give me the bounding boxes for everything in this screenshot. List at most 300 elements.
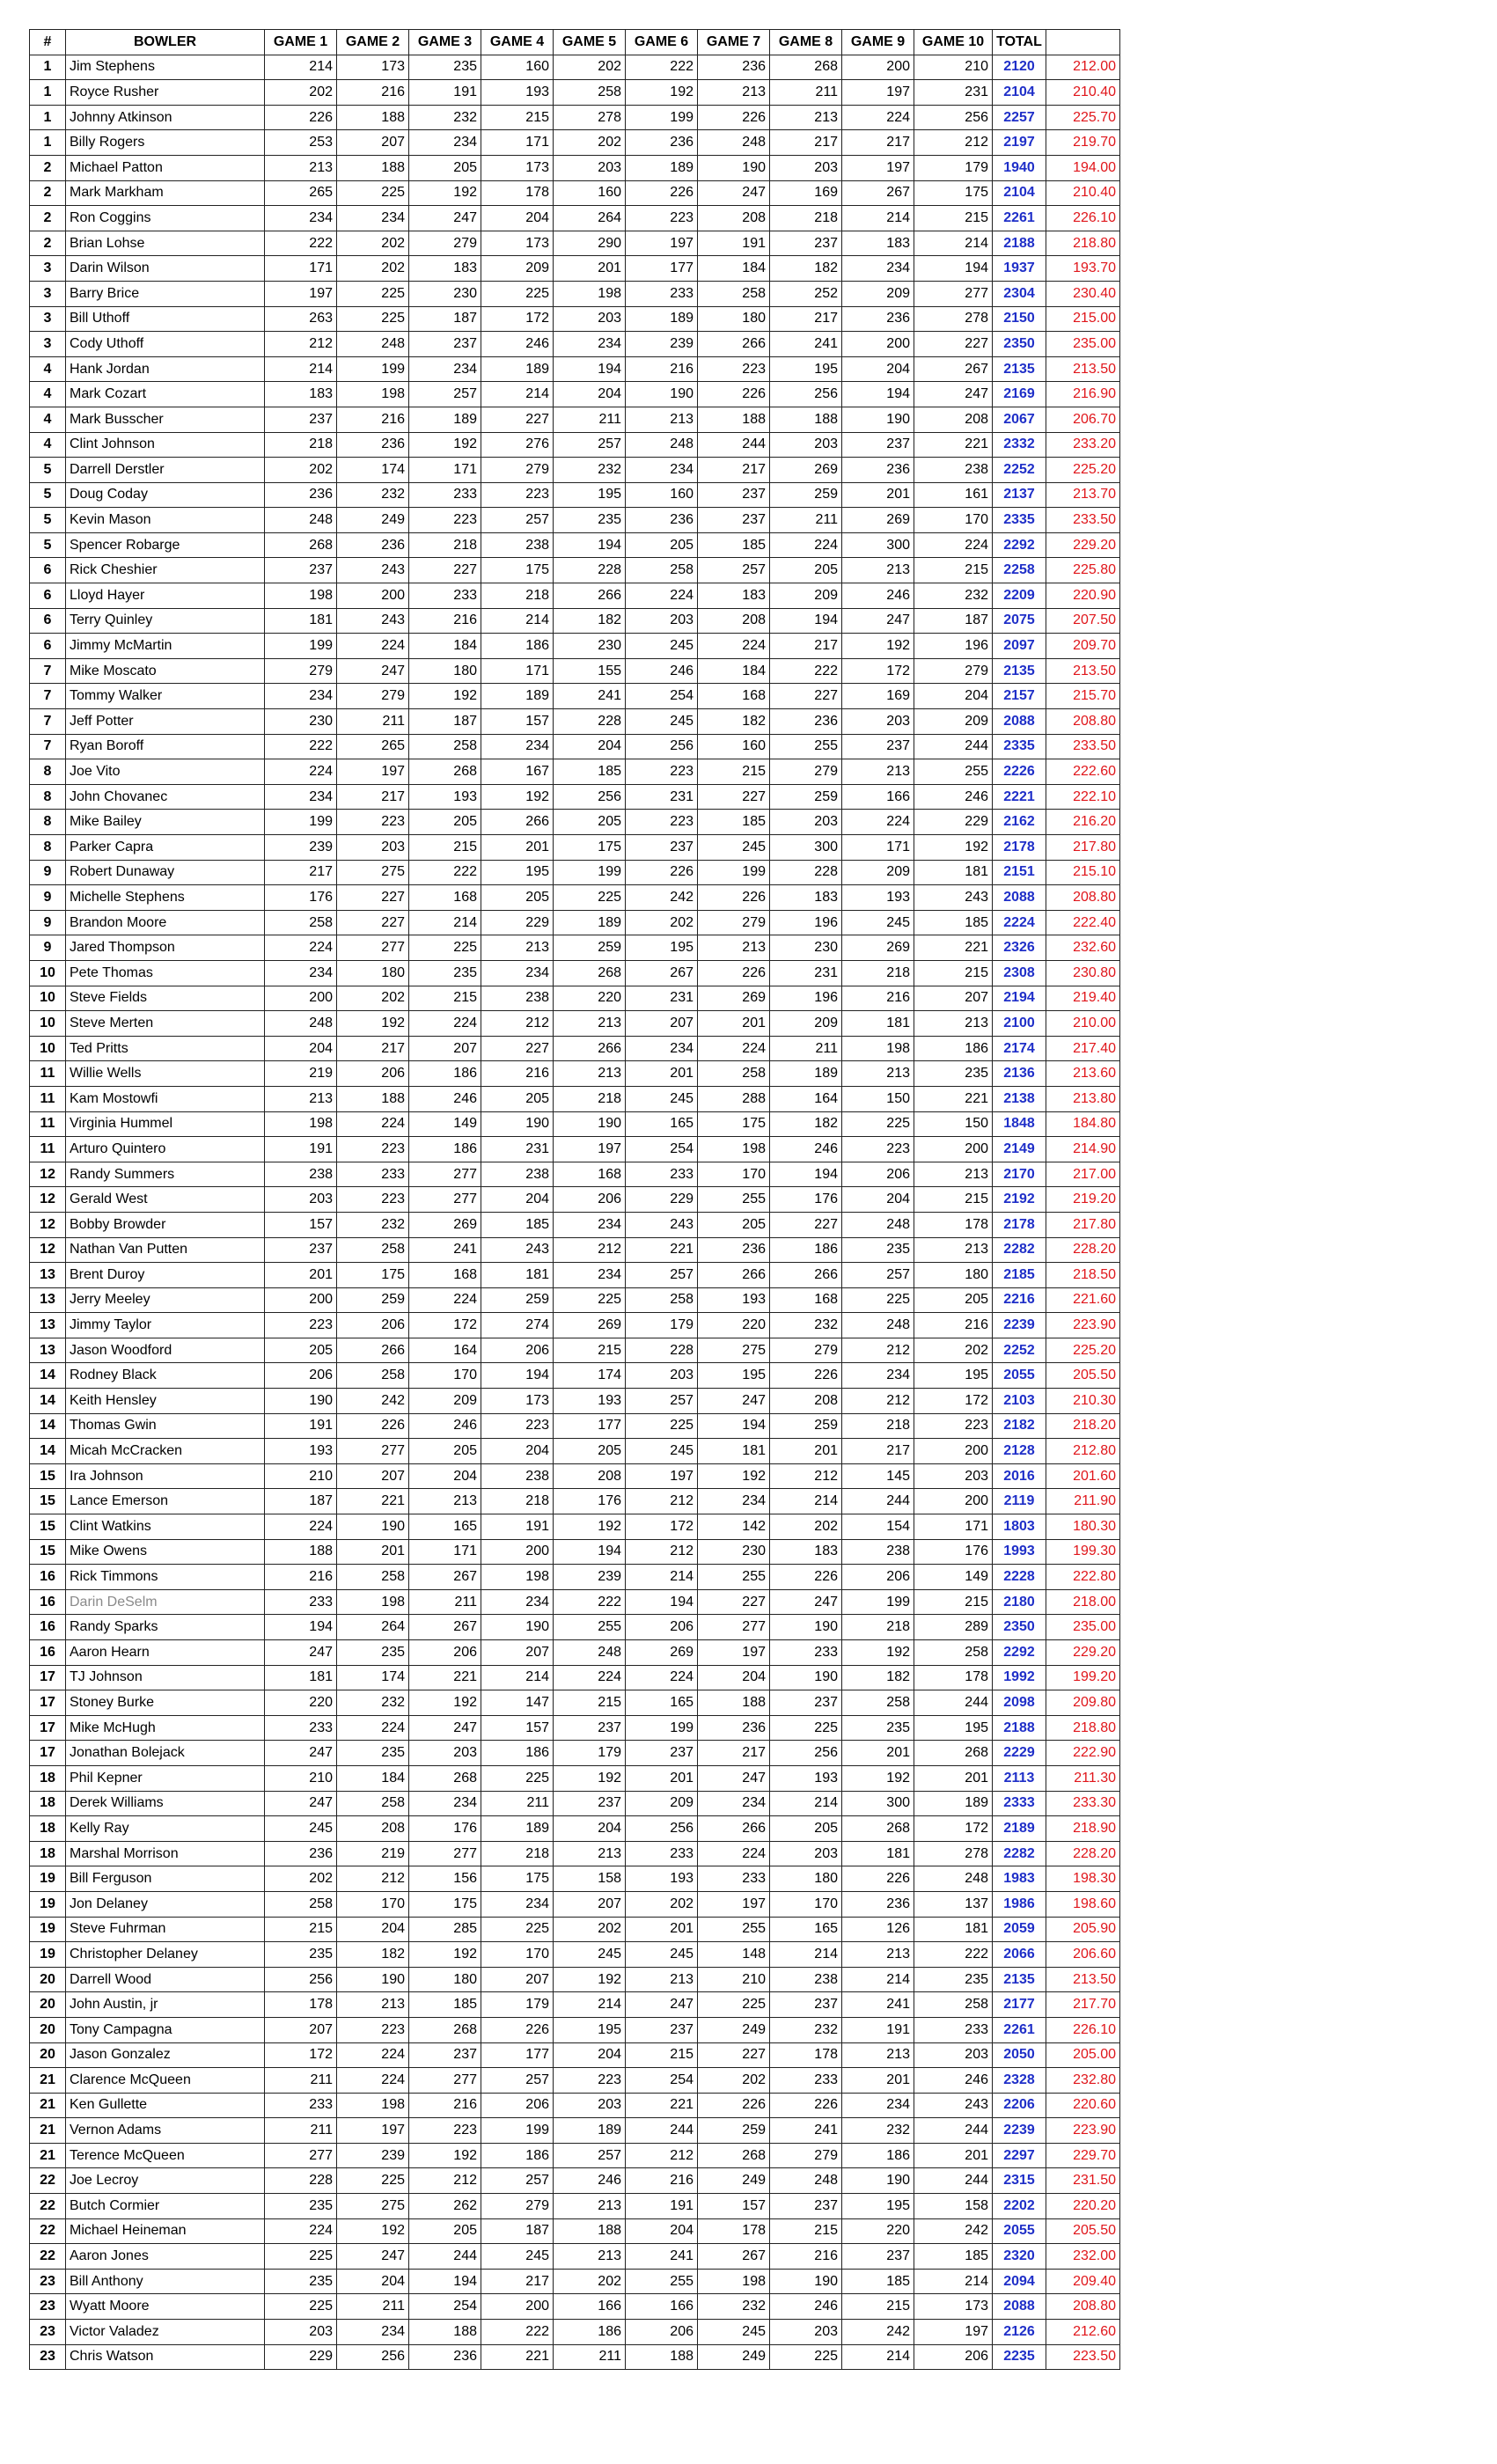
table-row	[30, 2118, 1120, 2144]
game-header-8: GAME 8	[770, 30, 842, 55]
game-score-cell: 221	[481, 2344, 554, 2370]
game-score-cell: 203	[409, 1741, 481, 1766]
game-score-cell: 178	[698, 2218, 770, 2244]
table-row	[30, 810, 1120, 835]
bowler-name-cell: Billy Rogers	[66, 130, 265, 156]
game-score-cell: 229	[626, 1187, 698, 1213]
game-score-cell: 227	[770, 1212, 842, 1237]
bowler-name-cell: Mike Owens	[66, 1539, 265, 1565]
average-cell: 222.40	[1046, 910, 1120, 935]
game-score-cell: 178	[914, 1212, 993, 1237]
game-score-cell: 233	[265, 1589, 337, 1615]
game-score-cell: 208	[337, 1816, 409, 1842]
game-score-cell: 188	[698, 1690, 770, 1716]
game-score-cell: 266	[770, 1263, 842, 1288]
game-score-cell: 213	[554, 1061, 626, 1087]
game-score-cell: 279	[337, 684, 409, 709]
average-cell: 230.40	[1046, 281, 1120, 306]
bowler-name-cell: Vernon Adams	[66, 2118, 265, 2144]
table-row	[30, 658, 1120, 684]
game-score-cell: 259	[770, 784, 842, 810]
game-score-cell: 225	[842, 1111, 914, 1137]
game-score-cell: 210	[698, 1967, 770, 1992]
game-score-cell: 155	[554, 658, 626, 684]
game-score-cell: 223	[842, 1137, 914, 1162]
game-score-cell: 197	[554, 1137, 626, 1162]
bowler-name-cell: Lloyd Hayer	[66, 583, 265, 609]
game-score-cell: 243	[914, 885, 993, 911]
rank-cell: 4	[30, 407, 66, 432]
game-score-cell: 213	[409, 1489, 481, 1514]
bowler-name-cell: Ira Johnson	[66, 1463, 265, 1489]
total-cell: 2178	[993, 1212, 1046, 1237]
game-score-cell: 277	[698, 1615, 770, 1640]
game-score-cell: 208	[698, 206, 770, 231]
game-score-cell: 266	[698, 332, 770, 357]
table-row	[30, 1413, 1120, 1439]
bowler-name-cell: Butch Cormier	[66, 2194, 265, 2219]
game-score-cell: 190	[481, 1111, 554, 1137]
game-score-cell: 239	[626, 332, 698, 357]
game-score-cell: 156	[409, 1866, 481, 1892]
game-score-cell: 237	[409, 2042, 481, 2068]
game-score-cell: 149	[409, 1111, 481, 1137]
game-score-cell: 183	[409, 256, 481, 282]
game-score-cell: 189	[914, 1791, 993, 1816]
average-cell: 199.30	[1046, 1539, 1120, 1565]
game-score-cell: 202	[554, 55, 626, 80]
rank-cell: 10	[30, 986, 66, 1011]
game-score-cell: 160	[554, 180, 626, 206]
bowler-name-cell: Ken Gullette	[66, 2093, 265, 2118]
table-row	[30, 558, 1120, 583]
game-score-cell: 268	[409, 759, 481, 785]
game-score-cell: 258	[626, 558, 698, 583]
total-cell: 1983	[993, 1866, 1046, 1892]
game-score-cell: 148	[698, 1942, 770, 1968]
table-row	[30, 910, 1120, 935]
rank-cell: 19	[30, 1917, 66, 1942]
total-cell: 2182	[993, 1413, 1046, 1439]
game-score-cell: 215	[626, 2042, 698, 2068]
game-score-cell: 221	[626, 2093, 698, 2118]
game-score-cell: 211	[554, 407, 626, 432]
game-score-cell: 166	[626, 2294, 698, 2320]
game-score-cell: 275	[337, 2194, 409, 2219]
game-score-cell: 201	[554, 256, 626, 282]
average-cell: 218.00	[1046, 1589, 1120, 1615]
average-cell: 214.90	[1046, 1137, 1120, 1162]
game-score-cell: 201	[626, 1765, 698, 1791]
average-cell: 199.20	[1046, 1665, 1120, 1690]
game-score-cell: 224	[842, 105, 914, 130]
game-score-cell: 200	[842, 332, 914, 357]
game-score-cell: 183	[770, 885, 842, 911]
rank-cell: 1	[30, 55, 66, 80]
game-score-cell: 268	[265, 532, 337, 558]
game-score-cell: 235	[842, 1715, 914, 1741]
game-score-cell: 225	[481, 1917, 554, 1942]
game-score-cell: 248	[842, 1313, 914, 1338]
average-cell: 215.10	[1046, 860, 1120, 885]
game-score-cell: 228	[265, 2168, 337, 2194]
table-row	[30, 1539, 1120, 1565]
game-score-cell: 268	[770, 55, 842, 80]
rank-cell: 6	[30, 634, 66, 659]
average-cell: 220.90	[1046, 583, 1120, 609]
game-score-cell: 257	[626, 1263, 698, 1288]
game-score-cell: 203	[770, 155, 842, 180]
average-cell: 201.60	[1046, 1463, 1120, 1489]
game-score-cell: 258	[626, 1287, 698, 1313]
game-score-cell: 259	[337, 1287, 409, 1313]
bowler-name-cell: Tony Campagna	[66, 2017, 265, 2042]
table-row	[30, 2194, 1120, 2219]
rank-cell: 14	[30, 1389, 66, 1414]
table-row	[30, 634, 1120, 659]
game-score-cell: 187	[409, 306, 481, 332]
rank-cell: 1	[30, 130, 66, 156]
game-score-cell: 188	[698, 407, 770, 432]
bowler-name-cell: Mike McHugh	[66, 1715, 265, 1741]
game-score-cell: 213	[337, 1992, 409, 2018]
game-score-cell: 204	[409, 1463, 481, 1489]
bowler-name-cell: Jimmy McMartin	[66, 634, 265, 659]
table-row	[30, 55, 1120, 80]
game-score-cell: 174	[337, 458, 409, 483]
average-cell: 215.70	[1046, 684, 1120, 709]
game-score-cell: 194	[409, 2269, 481, 2294]
bowler-name-cell: Hank Jordan	[66, 356, 265, 382]
game-score-cell: 170	[698, 1162, 770, 1187]
game-score-cell: 189	[626, 155, 698, 180]
game-score-cell: 224	[698, 1036, 770, 1061]
bowler-name-cell: Randy Summers	[66, 1162, 265, 1187]
game-score-cell: 252	[770, 281, 842, 306]
game-score-cell: 192	[842, 1640, 914, 1666]
game-score-cell: 233	[626, 1841, 698, 1866]
game-score-cell: 276	[481, 432, 554, 458]
game-score-cell: 222	[770, 658, 842, 684]
game-score-cell: 207	[337, 130, 409, 156]
bowler-name-cell: Micah McCracken	[66, 1439, 265, 1464]
table-row	[30, 2218, 1120, 2244]
game-score-cell: 241	[409, 1237, 481, 1263]
bowler-name-cell: Brent Duroy	[66, 1263, 265, 1288]
game-score-cell: 215	[914, 206, 993, 231]
game-score-cell: 187	[481, 2218, 554, 2244]
game-score-cell: 269	[770, 458, 842, 483]
bowler-name-cell: Barry Brice	[66, 281, 265, 306]
game-score-cell: 218	[554, 1086, 626, 1111]
game-score-cell: 185	[409, 1992, 481, 2018]
game-score-cell: 224	[265, 759, 337, 785]
game-score-cell: 234	[265, 960, 337, 986]
game-score-cell: 193	[265, 1439, 337, 1464]
game-score-cell: 236	[842, 458, 914, 483]
game-score-cell: 205	[481, 1086, 554, 1111]
game-score-cell: 213	[265, 1086, 337, 1111]
game-score-cell: 232	[914, 583, 993, 609]
game-score-cell: 220	[842, 2218, 914, 2244]
average-cell: 213.50	[1046, 356, 1120, 382]
rank-cell: 16	[30, 1615, 66, 1640]
game-score-cell: 205	[698, 1212, 770, 1237]
game-score-cell: 171	[914, 1514, 993, 1540]
game-score-cell: 154	[842, 1514, 914, 1540]
game-score-cell: 192	[337, 1011, 409, 1037]
game-score-cell: 187	[265, 1489, 337, 1514]
game-score-cell: 218	[481, 1841, 554, 1866]
game-score-cell: 225	[481, 1765, 554, 1791]
game-score-cell: 202	[554, 2269, 626, 2294]
game-score-cell: 213	[842, 1942, 914, 1968]
game-score-cell: 269	[698, 986, 770, 1011]
game-score-cell: 193	[626, 1866, 698, 1892]
game-score-cell: 203	[914, 2042, 993, 2068]
game-score-cell: 237	[770, 231, 842, 256]
table-row	[30, 709, 1120, 735]
game-score-cell: 215	[770, 2218, 842, 2244]
rank-cell: 2	[30, 180, 66, 206]
game-score-cell: 201	[337, 1539, 409, 1565]
game-score-cell: 168	[698, 684, 770, 709]
game-score-cell: 211	[337, 709, 409, 735]
game-score-cell: 234	[626, 1036, 698, 1061]
game-score-cell: 197	[698, 1891, 770, 1917]
game-score-cell: 239	[337, 2143, 409, 2168]
game-score-cell: 233	[770, 1640, 842, 1666]
game-score-cell: 207	[337, 1463, 409, 1489]
game-score-cell: 192	[554, 1967, 626, 1992]
game-score-cell: 213	[698, 935, 770, 961]
game-score-cell: 209	[409, 1389, 481, 1414]
game-score-cell: 256	[626, 734, 698, 759]
game-score-cell: 243	[914, 2093, 993, 2118]
game-score-cell: 259	[554, 935, 626, 961]
game-score-cell: 238	[481, 986, 554, 1011]
game-score-cell: 231	[481, 1137, 554, 1162]
game-score-cell: 264	[554, 206, 626, 231]
game-score-cell: 224	[770, 532, 842, 558]
bowler-name-cell: Bill Uthoff	[66, 306, 265, 332]
game-score-cell: 205	[409, 155, 481, 180]
game-score-cell: 238	[770, 1967, 842, 1992]
game-score-cell: 215	[554, 1338, 626, 1363]
game-score-cell: 183	[698, 583, 770, 609]
total-cell: 2297	[993, 2143, 1046, 2168]
game-score-cell: 209	[842, 860, 914, 885]
bowler-name-cell: Willie Wells	[66, 1061, 265, 1087]
game-score-cell: 216	[842, 986, 914, 1011]
game-score-cell: 208	[770, 1389, 842, 1414]
game-score-cell: 212	[265, 332, 337, 357]
total-cell: 2239	[993, 2118, 1046, 2144]
bowler-name-cell: Aaron Jones	[66, 2244, 265, 2270]
game-score-cell: 227	[337, 910, 409, 935]
rank-cell: 6	[30, 608, 66, 634]
bowler-name-cell: Randy Sparks	[66, 1615, 265, 1640]
game-score-cell: 206	[265, 1363, 337, 1389]
game-score-cell: 245	[626, 1086, 698, 1111]
total-cell: 2128	[993, 1439, 1046, 1464]
rank-cell: 23	[30, 2269, 66, 2294]
bowler-name-cell: Rodney Black	[66, 1363, 265, 1389]
rank-cell: 13	[30, 1338, 66, 1363]
game-score-cell: 256	[770, 1741, 842, 1766]
game-score-cell: 202	[626, 910, 698, 935]
game-score-cell: 266	[554, 1036, 626, 1061]
game-score-cell: 211	[770, 1036, 842, 1061]
table-row	[30, 583, 1120, 609]
rank-cell: 21	[30, 2143, 66, 2168]
game-score-cell: 221	[914, 935, 993, 961]
total-cell: 2135	[993, 658, 1046, 684]
game-score-cell: 192	[409, 180, 481, 206]
game-score-cell: 223	[626, 810, 698, 835]
bowler-name-cell: Keith Hensley	[66, 1389, 265, 1414]
game-score-cell: 248	[554, 1640, 626, 1666]
total-cell: 2180	[993, 1589, 1046, 1615]
game-score-cell: 246	[554, 2168, 626, 2194]
game-score-cell: 246	[481, 332, 554, 357]
game-score-cell: 213	[842, 1061, 914, 1087]
game-score-cell: 211	[265, 2118, 337, 2144]
game-score-cell: 224	[554, 1665, 626, 1690]
table-row	[30, 1741, 1120, 1766]
bowler-name-cell: Nathan Van Putten	[66, 1237, 265, 1263]
bowler-name-cell: Bill Anthony	[66, 2269, 265, 2294]
game-score-cell: 277	[409, 1841, 481, 1866]
game-score-cell: 247	[626, 1992, 698, 2018]
bowler-name-cell: Lance Emerson	[66, 1489, 265, 1514]
game-score-cell: 189	[770, 1061, 842, 1087]
game-score-cell: 246	[914, 2068, 993, 2094]
game-score-cell: 189	[554, 910, 626, 935]
game-score-cell: 238	[914, 458, 993, 483]
game-score-cell: 217	[481, 2269, 554, 2294]
game-score-cell: 222	[626, 55, 698, 80]
game-score-cell: 266	[698, 1263, 770, 1288]
game-score-cell: 232	[842, 2118, 914, 2144]
game-score-cell: 176	[409, 1816, 481, 1842]
average-cell: 228.20	[1046, 1237, 1120, 1263]
rank-cell: 8	[30, 835, 66, 861]
game-score-cell: 183	[842, 231, 914, 256]
game-score-cell: 170	[409, 1363, 481, 1389]
game-score-cell: 247	[698, 1765, 770, 1791]
game-score-cell: 182	[770, 256, 842, 282]
game-score-cell: 224	[626, 1665, 698, 1690]
game-score-cell: 237	[698, 508, 770, 533]
game-score-cell: 237	[626, 1741, 698, 1766]
game-score-cell: 213	[914, 1162, 993, 1187]
game-score-cell: 175	[698, 1111, 770, 1137]
rank-cell: 19	[30, 1942, 66, 1968]
game-score-cell: 204	[481, 1439, 554, 1464]
average-cell: 229.20	[1046, 1640, 1120, 1666]
total-cell: 2335	[993, 734, 1046, 759]
game-score-cell: 214	[770, 1791, 842, 1816]
game-score-cell: 171	[842, 835, 914, 861]
game-score-cell: 210	[265, 1463, 337, 1489]
bowler-name-cell: Jared Thompson	[66, 935, 265, 961]
rank-cell: 23	[30, 2294, 66, 2320]
bowler-name-cell: Johnny Atkinson	[66, 105, 265, 130]
game-score-cell: 214	[409, 910, 481, 935]
game-score-cell: 199	[626, 1715, 698, 1741]
game-score-cell: 193	[481, 80, 554, 106]
game-score-cell: 277	[337, 935, 409, 961]
game-score-cell: 194	[554, 356, 626, 382]
total-cell: 2332	[993, 432, 1046, 458]
total-cell: 2261	[993, 206, 1046, 231]
game-score-cell: 233	[770, 2068, 842, 2094]
game-score-cell: 278	[914, 1841, 993, 1866]
rank-cell: 8	[30, 784, 66, 810]
game-score-cell: 224	[337, 2068, 409, 2094]
game-score-cell: 255	[698, 1187, 770, 1213]
average-cell: 213.60	[1046, 1061, 1120, 1087]
total-cell: 2258	[993, 558, 1046, 583]
game-score-cell: 228	[770, 860, 842, 885]
game-score-cell: 236	[265, 1841, 337, 1866]
game-score-cell: 247	[698, 1389, 770, 1414]
game-score-cell: 257	[698, 558, 770, 583]
game-score-cell: 212	[626, 1539, 698, 1565]
game-score-cell: 194	[698, 1413, 770, 1439]
game-score-cell: 165	[626, 1111, 698, 1137]
game-score-cell: 160	[481, 55, 554, 80]
game-score-cell: 221	[626, 1237, 698, 1263]
rank-cell: 13	[30, 1287, 66, 1313]
total-cell: 2308	[993, 960, 1046, 986]
game-score-cell: 224	[337, 634, 409, 659]
table-row	[30, 180, 1120, 206]
game-score-cell: 277	[409, 2068, 481, 2094]
game-score-cell: 215	[698, 759, 770, 785]
game-score-cell: 245	[626, 1439, 698, 1464]
game-score-cell: 233	[914, 2017, 993, 2042]
game-score-cell: 205	[626, 532, 698, 558]
game-score-cell: 179	[626, 1313, 698, 1338]
game-score-cell: 236	[409, 2344, 481, 2370]
bowler-name-cell: Michael Patton	[66, 155, 265, 180]
game-score-cell: 218	[842, 1413, 914, 1439]
game-score-cell: 215	[914, 1187, 993, 1213]
game-score-cell: 227	[770, 684, 842, 709]
game-score-cell: 236	[698, 1715, 770, 1741]
game-score-cell: 186	[842, 2143, 914, 2168]
table-row	[30, 206, 1120, 231]
game-score-cell: 235	[409, 960, 481, 986]
game-score-cell: 228	[554, 558, 626, 583]
average-cell: 228.20	[1046, 1841, 1120, 1866]
game-score-cell: 179	[554, 1741, 626, 1766]
game-score-cell: 214	[626, 1565, 698, 1590]
game-score-cell: 227	[698, 1589, 770, 1615]
rank-cell: 7	[30, 658, 66, 684]
table-row	[30, 281, 1120, 306]
game-score-cell: 219	[337, 1841, 409, 1866]
game-score-cell: 239	[554, 1565, 626, 1590]
game-score-cell: 201	[626, 1061, 698, 1087]
game-score-cell: 244	[914, 734, 993, 759]
game-score-cell: 241	[770, 332, 842, 357]
game-score-cell: 192	[409, 432, 481, 458]
rank-cell: 11	[30, 1137, 66, 1162]
total-cell: 2192	[993, 1187, 1046, 1213]
